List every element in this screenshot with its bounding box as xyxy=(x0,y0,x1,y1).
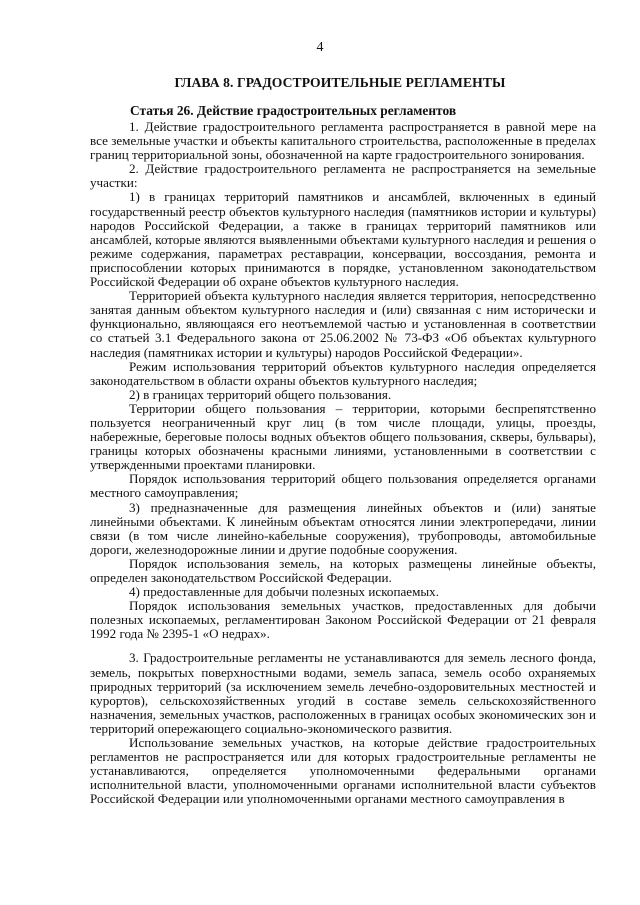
paragraph: Режим использования территорий объектов культурного наследия определяется законодательством в области охраны объектов культурного наследия; xyxy=(90,358,596,388)
paragraph: 2. Действие градостроительного регламента не распространяется на земельные участки: xyxy=(90,161,596,191)
document-body xyxy=(90,120,596,807)
paragraph: 3) предназначенные для размещения линейных объектов и (или) занятые линейными объектами. К линейным объектам относятся линии электропередачи, линии связи (в том числе линейно-кабельные сооружения), трубопроводы, автомобильные дороги, железнодорожные линии и другие подобные сооружения. xyxy=(90,499,596,557)
page-number: 4 xyxy=(316,40,324,55)
article-title: Статья 26. Действие градостроительных регламентов xyxy=(130,103,457,118)
paragraph: 1. Действие градостроительного регламента распространяется в равной мере на все земельные участки и объекты капитального строительства, расположенные в пределах границ территориальной зоны, обозначенной на карте градостроительного зонирования. xyxy=(90,119,596,163)
paragraph: 1) в границах территорий памятников и ансамблей, включенных в единый государственный реестр объектов культурного наследия (памятников истории и культуры) народов Российской Федерации, а также в границах территорий памятников или ансамблей, которые являются выявленными объектами культурного наследия и решения о режиме содержания, параметрах реставрации, консервации, воссоздания, ремонта и приспособлении которых принимаются в порядке, установленном законодательством Российской Федерации об охране объектов культурного наследия. xyxy=(90,189,596,290)
paragraph: Порядок использования земельных участков, предоставленных для добычи полезных ископаемых, регламентирован Законом Российской Федерации от 21 февраля 1992 года № 2395-1 «О недрах». xyxy=(90,598,596,642)
paragraph: Порядок использования земель, на которых размещены линейные объекты, определен законодательством Российской Федерации. xyxy=(90,555,596,585)
paragraph: Территории общего пользования – территории, которыми беспрепятственно пользуется неограниченный круг лиц (в том числе площади, улицы, проезды, набережные, береговые полосы водных объектов общего пользования, скверы, бульвары), границы которых обозначены красными линиями, установленными в соответствии с утвержденными проектами планировки. xyxy=(90,400,596,473)
paragraph: 3. Градостроительные регламенты не устанавливаются для земель лесного фонда, земель, покрытых поверхностными водами, земель запаса, земель особо охраняемых природных территорий (за исключением земель лечебно-оздоровительных местностей и курортов), сельскохозяйственных угодий в составе земель сельскохозяйственного назначения, земельных участков, расположенных в границах особых экономических зон и территорий опережающего социально-экономического развития. xyxy=(90,650,596,736)
paragraph: Порядок использования территорий общего пользования определяется органами местного самоуправления; xyxy=(90,471,596,501)
paragraph: Территорией объекта культурного наследия является территория, непосредственно занятая данным объектом культурного наследия и (или) связанная с ним исторически и функционально, являющаяся его неотъемлемой частью и установленная в соответствии со статьей 3.1 Федерального закона от 25.06.2002 № 73-ФЗ «Об объектах культурного наследия (памятниках истории и культуры) народов Российской Федерации». xyxy=(90,288,596,360)
chapter-title: ГЛАВА 8. ГРАДОСТРОИТЕЛЬНЫЕ РЕГЛАМЕНТЫ xyxy=(174,75,506,90)
paragraph: 2) в границах территорий общего пользования. xyxy=(129,386,392,402)
paragraph: 4) предоставленные для добычи полезных ископаемых. xyxy=(129,584,439,600)
paragraph: Использование земельных участков, на которые действие градостроительных регламентов не распространяется или для которых градостроительные регламенты не устанавливаются, определяется уполномоченными федеральными органами исполнительной власти, уполномоченными органами исполнительной власти субъектов Российской Федерации или уполномоченными органами местного самоуправления в xyxy=(90,735,596,807)
